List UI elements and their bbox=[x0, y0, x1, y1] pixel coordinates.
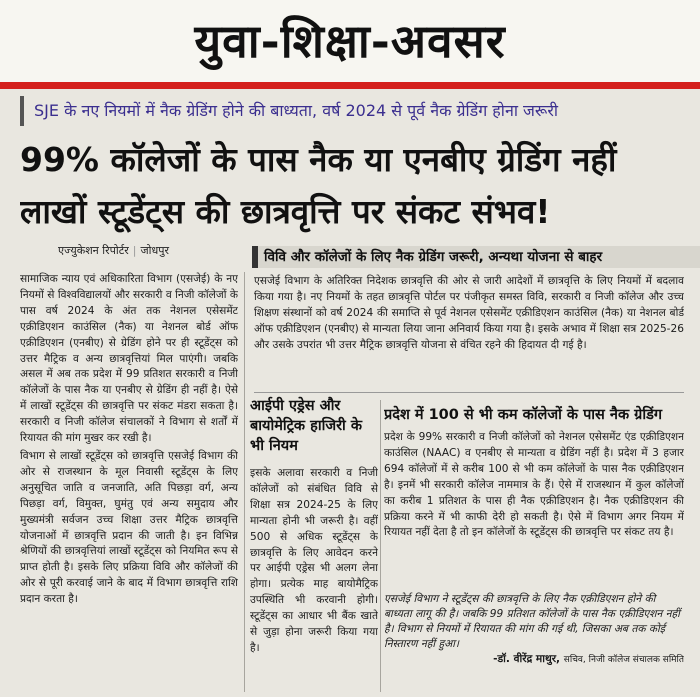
box-body bbox=[254, 274, 684, 393]
byline: एज्युकेशन रिपोर्टर | जोधपुर bbox=[58, 244, 170, 257]
box-subhead: विवि और कॉलेजों के लिए नैक ग्रेडिंग जरूरी, अन्यथा योजना से बाहर bbox=[252, 246, 700, 268]
quote-attribution bbox=[384, 652, 684, 668]
column-divider bbox=[244, 272, 245, 692]
body-column-1 bbox=[20, 272, 238, 692]
body-paragraph: सामाजिक न्याय एवं अधिकारिता विभाग (एसजेई) के नए नियमों से विश्वविद्यालयों और सरकारी व निजी कॉलेजों के पास वर्ष 2024 के अंत तक नेशनल एसेसमेंट एक्रीडिएशन काउंसिल (नैक) या नेशनल बोर्ड ऑफ एक्रीडिएशन (एनबीए) से ग्रेडिंग होने पर ही स्टूडेंट्स को उत्तर मैट्रिक व अन्य छात्रवृत्तियां मिल पाएंगी। जबकि असल में अब तक प्रदेश में 99 प्रतिशत सरकारी व निजी कॉलेजों के पास नैक या एनबीए से ग्रेडिंग ही नहीं है। ऐसे में लाखों स्टूडेंट्स की छात्रवृत्ति पर संकट मंडरा सकता है। सरकारी व निजी कॉलेज संचालकों ने विभाग से शर्तों में रियायत की मांग मुखर कर रखी है। bbox=[20, 273, 238, 445]
byline-place: जोधपुर bbox=[140, 244, 170, 257]
body-column-2 bbox=[250, 466, 378, 692]
body-paragraph: प्रदेश के 99% सरकारी व निजी कॉलेजों को नेशनल एसेसमेंट एंड एक्रीडिएशन काउंसिल (NAAC) व एनबीए से मान्यता व ग्रेडिंग नहीं है। प्रदेश में 3 हजार 694 कॉलेजों में से करीब 100 से भी कम कॉलेजों के पास नैक एक्रीडिएशन है। इनमें भी सरकारी कॉलेज नाममात्र के हैं। ऐसे में राजस्थान में कुल कॉलेजों का करीब 1 प्रतिशत के पास ही नैक एक्रीडिएशन है। नैक एक्रीडिएशन की प्रक्रिया करने में भी काफी देरी हो सकती है। ऐसे में विभाग अगर नियम में रियायत नहीं देता है तो इन कॉलेजों के स्टूडेंट्स की छात्रवृत्ति पर संकट तय है। bbox=[384, 431, 684, 539]
column-3-heading: प्रदेश में 100 से भी कम कॉलेजों के पास नैक ग्रेडिंग bbox=[384, 407, 662, 423]
column-divider bbox=[380, 400, 381, 692]
headline-line-2: लाखों स्टूडेंट्स की छात्रवृत्ति पर संकट संभव! bbox=[20, 192, 551, 231]
section-title: युवा-शिक्षा-अवसर bbox=[194, 14, 506, 68]
column-2-heading: आईपी एड्रेस और बायोमेट्रिक हाजिरी के भी नियम bbox=[250, 398, 362, 454]
body-paragraph: इसके अलावा सरकारी व निजी कॉलेजों को संबंधित विवि से शिक्षा सत्र 2024-25 के लिए मान्यता होनी भी जरूरी है। वहीं 500 से अधिक स्टूडेंट्स के छात्रवृत्ति के लिए आवेदन करने पर आईपी एड्रेस भी अलग लेना होगा। प्रत्येक माह बायोमैट्रिक उपस्थिति भी करवानी होगी। स्टूडेंट्स का आधार भी बैंक खाते से जुड़ा होना जरूरी किया गया है। bbox=[250, 467, 378, 654]
quote-name: -डॉ. वीरेंद्र माथुर, bbox=[493, 653, 561, 665]
body-paragraph: एसजेई विभाग के अतिरिक्त निदेशक छात्रवृत्ति की ओर से जारी आदेशों में छात्रवृत्ति के लिए नियमों में बदलाव किया गया है। नए नियमों के तहत छात्रवृत्ति पोर्टल पर पंजीकृत समस्त विवि, सरकारी व निजी कॉलेज और उच्च शिक्षण संस्थानों को वर्ष 2024 की समाप्ति से पूर्व नेशनल एसेसमेंट एक्रीडिएशन काउंसिल (नैक) या नेशनल बोर्ड ऑफ एक्रीडिएशन (एनबीए) से मान्यता लिया जाना अनिवार्य किया गया है। इसके अभाव में शिक्षा सत्र 2025-26 और उसके उपरांत भी उत्तर मैट्रिक छात्रवृत्ति योजना से वंचित रहने की हिदायत दी गई है। bbox=[254, 275, 684, 351]
quote-text: एसजेई विभाग ने स्टूडेंट्स की छात्रवृत्ति के लिए नैक एक्रीडिएशन होने की बाध्यता लागू की है। जबकि 99 प्रतिशत कॉलेजों के पास नैक एक्रीडिएशन नहीं है। विभाग से नियमों में रियायत की मांग की गई थी, जिसका अब तक कोई निस्तारण नहीं हुआ। bbox=[384, 593, 680, 650]
pull-quote bbox=[384, 592, 684, 692]
article-headline bbox=[20, 134, 690, 238]
section-masthead bbox=[0, 0, 700, 89]
byline-author: एज्युकेशन रिपोर्टर bbox=[58, 244, 129, 257]
headline-line-1: 99% कॉलेजों के पास नैक या एनबीए ग्रेडिंग नहीं bbox=[20, 140, 617, 179]
article-kicker: SJE के नए नियमों में नैक ग्रेडिंग होने की बाध्यता, वर्ष 2024 से पूर्व नैक ग्रेडिंग होना जरूरी bbox=[20, 96, 699, 126]
quote-role: सचिव, निजी कॉलेज संचालक समिति bbox=[563, 655, 684, 665]
body-paragraph: विभाग से लाखों स्टूडेंट्स को छात्रवृत्ति एसजेई विभाग की ओर से राजस्थान के मूल निवासी स्टूडेंट्स के लिए अनुसूचित जाति व जनजाति, अति पिछड़ा वर्ग, अन्य पिछड़ा वर्ग, विमुक्त, घुमंतु एवं अन्य समुदाय और मुख्यमंत्री सर्वजन उच्च शिक्षा उत्तर मैट्रिक छात्रवृत्ति योजनाओं में छात्रवृत्ति प्रदान की जाती है। इन विभिन्न श्रेणियों की छात्रवृत्तियां लाखों स्टूडेंट्स को नियमित रूप से प्राप्त होती है। इसके लिए प्रक्रिया विवि और कॉलेजों की ओर से पूरी करवाई जाने के बाद में विभाग छात्रवृत्ति राशि प्रदान करता है। bbox=[20, 449, 238, 606]
body-column-3 bbox=[384, 430, 684, 582]
